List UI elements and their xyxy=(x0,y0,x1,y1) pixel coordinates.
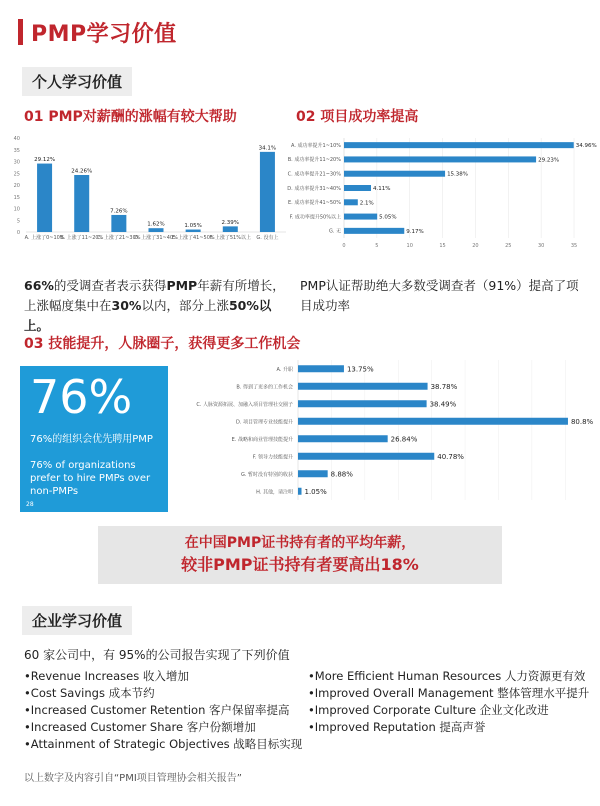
success-bar-label: 9.17% xyxy=(406,228,424,235)
stat-big-number: 76% xyxy=(30,370,133,424)
success-bar xyxy=(344,156,536,162)
salary-bar xyxy=(186,230,201,232)
section-tag-personal: 个人学习价值 xyxy=(22,67,132,96)
skills-bar xyxy=(298,488,302,495)
skills-bar xyxy=(298,365,344,372)
page-title-bar xyxy=(18,18,177,46)
salary-bar xyxy=(149,228,164,232)
success-bar xyxy=(344,171,445,177)
skills-y-tick: E. 战略和商业管理技能提升 xyxy=(231,436,293,443)
enterprise-right-item: •Improved Corporate Culture 企业文化改进 xyxy=(308,703,549,717)
salary-y-tick: 35 xyxy=(13,147,20,154)
highlight-line-1: 在中国PMP证书持有者的平均年薪， xyxy=(184,535,416,551)
success-x-tick: 5 xyxy=(375,243,379,249)
enterprise-intro: 60 家公司中，有 95%的公司报告实现了下列价值 xyxy=(24,648,290,662)
enterprise-list-right xyxy=(308,668,598,736)
salary-pct: 66% xyxy=(24,278,54,293)
success-y-tick: C. 成功率提升21~30% xyxy=(287,171,341,178)
success-x-tick: 15 xyxy=(439,243,446,249)
success-bar-label: 34.96% xyxy=(575,143,597,150)
skills-y-tick: B. 得到了更多的工作机会 xyxy=(236,384,293,391)
skills-bar-chart xyxy=(172,358,592,510)
salary-bar-label: 29.12% xyxy=(34,157,56,164)
salary-bar-chart xyxy=(4,128,292,250)
stat-footer-number: 28 xyxy=(26,501,34,508)
salary-y-tick: 20 xyxy=(13,183,20,189)
skills-y-tick: C. 人脉资源拓展、加融入项目管理社交圈子 xyxy=(196,401,293,408)
salary-highlight-box xyxy=(98,526,502,584)
skills-bar-label: 8.88% xyxy=(330,470,353,479)
skills-y-tick: A. 升职 xyxy=(276,366,293,373)
success-y-tick: A. 成功率提升1~10% xyxy=(291,142,341,149)
salary-y-tick: 40 xyxy=(13,136,20,142)
salary-bar xyxy=(37,164,52,232)
skills-bar-label: 26.84% xyxy=(390,435,418,444)
stat-cn-text: 76%的组织会优先聘用PMP xyxy=(30,434,153,445)
success-bar-label: 15.38% xyxy=(447,171,469,178)
success-bar xyxy=(344,199,358,205)
enterprise-left-item: •Attainment of Strategic Objectives 战略目标实现 xyxy=(24,737,303,751)
salary-x-tick: B. 上涨了11~20% xyxy=(60,235,104,241)
success-bar-label: 29.23% xyxy=(538,157,560,164)
enterprise-left-item: •Increased Customer Retention 客户保留率提高 xyxy=(24,703,290,717)
skills-chart xyxy=(172,358,592,510)
success-y-tick: G. 无 xyxy=(328,228,341,235)
salary-text-pmp: PMP xyxy=(166,278,198,293)
success-paragraph: PMP认证帮助绝大多数受调查者（91%）提高了项目成功率 xyxy=(300,278,579,313)
success-y-tick: D. 成功率提升31~40% xyxy=(287,185,341,192)
stat-box xyxy=(20,366,168,512)
salary-bar-label: 34.1% xyxy=(258,145,277,152)
success-y-tick: E. 成功率提升41~50% xyxy=(287,200,341,207)
success-rate-bar-chart xyxy=(287,134,597,252)
enterprise-right-item: •More Efficient Human Resources 人力资源更有效 xyxy=(308,669,586,683)
success-x-tick: 0 xyxy=(342,243,346,249)
enterprise-list-left xyxy=(24,668,314,753)
skills-y-tick: H. 其他，请注明 xyxy=(256,489,293,496)
skills-bar-label: 80.8% xyxy=(570,417,594,426)
salary-y-tick: 5 xyxy=(16,218,20,225)
success-bar-label: 4.11% xyxy=(373,186,391,192)
skills-y-tick: F. 领导力技能提升 xyxy=(252,454,293,461)
salary-text-2: 年薪有所增长，上涨幅度集中在 xyxy=(24,278,285,313)
success-y-tick: F. 成功率提升50%以上 xyxy=(289,214,341,221)
title-accent-mark xyxy=(18,19,23,45)
salary-text-50: 50%以上。 xyxy=(24,298,272,333)
source-footnote: 以上数字及内容引自“PMI项目管理协会相关报告” xyxy=(24,773,242,784)
success-x-tick: 25 xyxy=(505,243,512,249)
salary-x-tick: D. 上涨了31~40% xyxy=(134,235,178,241)
skills-bar-label: 1.05% xyxy=(304,487,327,496)
success-bar xyxy=(344,214,377,220)
heading-skills: 03 技能提升，人脉圈子，获得更多工作机会 xyxy=(24,336,301,352)
success-bar xyxy=(344,228,404,234)
success-bar-label: 2.1% xyxy=(359,200,374,207)
success-x-tick: 10 xyxy=(406,243,413,249)
skills-bar xyxy=(298,383,428,390)
heading-success-rate: 02 项目成功率提高 xyxy=(296,109,419,125)
success-chart xyxy=(287,134,597,252)
salary-y-tick: 25 xyxy=(13,171,20,178)
skills-bar-label: 38.49% xyxy=(429,400,457,409)
salary-text-3: 以内，部分上涨 xyxy=(141,298,229,313)
salary-bar xyxy=(260,152,275,232)
skills-bar-label: 38.78% xyxy=(430,382,458,391)
stat-en-text: 76% of organizations prefer to hire PMPs over non-PMPs xyxy=(30,460,151,497)
salary-x-tick: F. 上涨了51%以上 xyxy=(209,235,251,241)
salary-bar-label: 2.39% xyxy=(221,219,240,226)
enterprise-left-item: •Increased Customer Share 客户份额增加 xyxy=(24,720,256,734)
salary-x-tick: A. 上涨了0~10% xyxy=(24,235,65,241)
skills-bar-label: 13.75% xyxy=(346,365,374,374)
heading-salary: 01 PMP对薪酬的涨幅有较大帮助 xyxy=(24,109,237,125)
salary-text-1: 的受调查者表示获得 xyxy=(53,278,167,293)
salary-y-tick: 0 xyxy=(16,230,20,236)
success-x-tick: 35 xyxy=(570,243,578,249)
skills-y-tick: G. 暂时没有特别的收获 xyxy=(240,471,293,478)
salary-bar xyxy=(223,226,238,232)
success-x-tick: 30 xyxy=(537,243,545,249)
salary-x-tick: C. 上涨了21~30% xyxy=(97,235,141,241)
salary-x-tick: E. 上涨了41~50% xyxy=(171,235,215,241)
salary-chart xyxy=(4,128,292,250)
skills-bar xyxy=(298,453,434,460)
skills-bar-label: 40.78% xyxy=(437,452,464,461)
salary-y-tick: 15 xyxy=(13,194,20,201)
enterprise-left-item: •Cost Savings 成本节约 xyxy=(24,686,155,700)
salary-bar xyxy=(111,215,126,232)
page-title: PMP学习价值 xyxy=(31,21,177,47)
salary-bar-label: 24.26% xyxy=(71,168,93,175)
salary-text-30: 30% xyxy=(111,298,142,313)
salary-y-tick: 30 xyxy=(13,159,20,166)
salary-bar xyxy=(74,175,89,232)
salary-bar-label: 1.62% xyxy=(147,221,165,228)
skills-bar xyxy=(298,400,427,407)
enterprise-right-item: •Improved Overall Management 整体管理水平提升 xyxy=(308,686,590,700)
salary-y-tick: 10 xyxy=(13,206,20,213)
enterprise-left-item: •Revenue Increases 收入增加 xyxy=(24,669,189,683)
salary-bar-label: 1.05% xyxy=(184,223,202,230)
skills-bar xyxy=(298,418,568,425)
highlight-line-2: 较非PMP证书持有者要高出18% xyxy=(181,555,419,574)
success-bar xyxy=(344,142,574,148)
salary-x-tick: G. 没有上 xyxy=(256,235,279,241)
success-y-tick: B. 成功率提升11~20% xyxy=(287,157,341,164)
success-x-tick: 20 xyxy=(472,243,479,249)
skills-y-tick: D. 项目管理专业技能提升 xyxy=(235,419,293,426)
success-bar xyxy=(344,185,371,191)
success-bar-label: 5.05% xyxy=(379,214,397,221)
skills-bar xyxy=(298,435,388,442)
enterprise-right-item: •Improved Reputation 提高声誉 xyxy=(308,720,486,734)
salary-paragraph xyxy=(24,276,286,336)
salary-bar-label: 7.26% xyxy=(110,208,128,215)
section-tag-enterprise: 企业学习价值 xyxy=(22,606,132,635)
skills-bar xyxy=(298,470,328,477)
